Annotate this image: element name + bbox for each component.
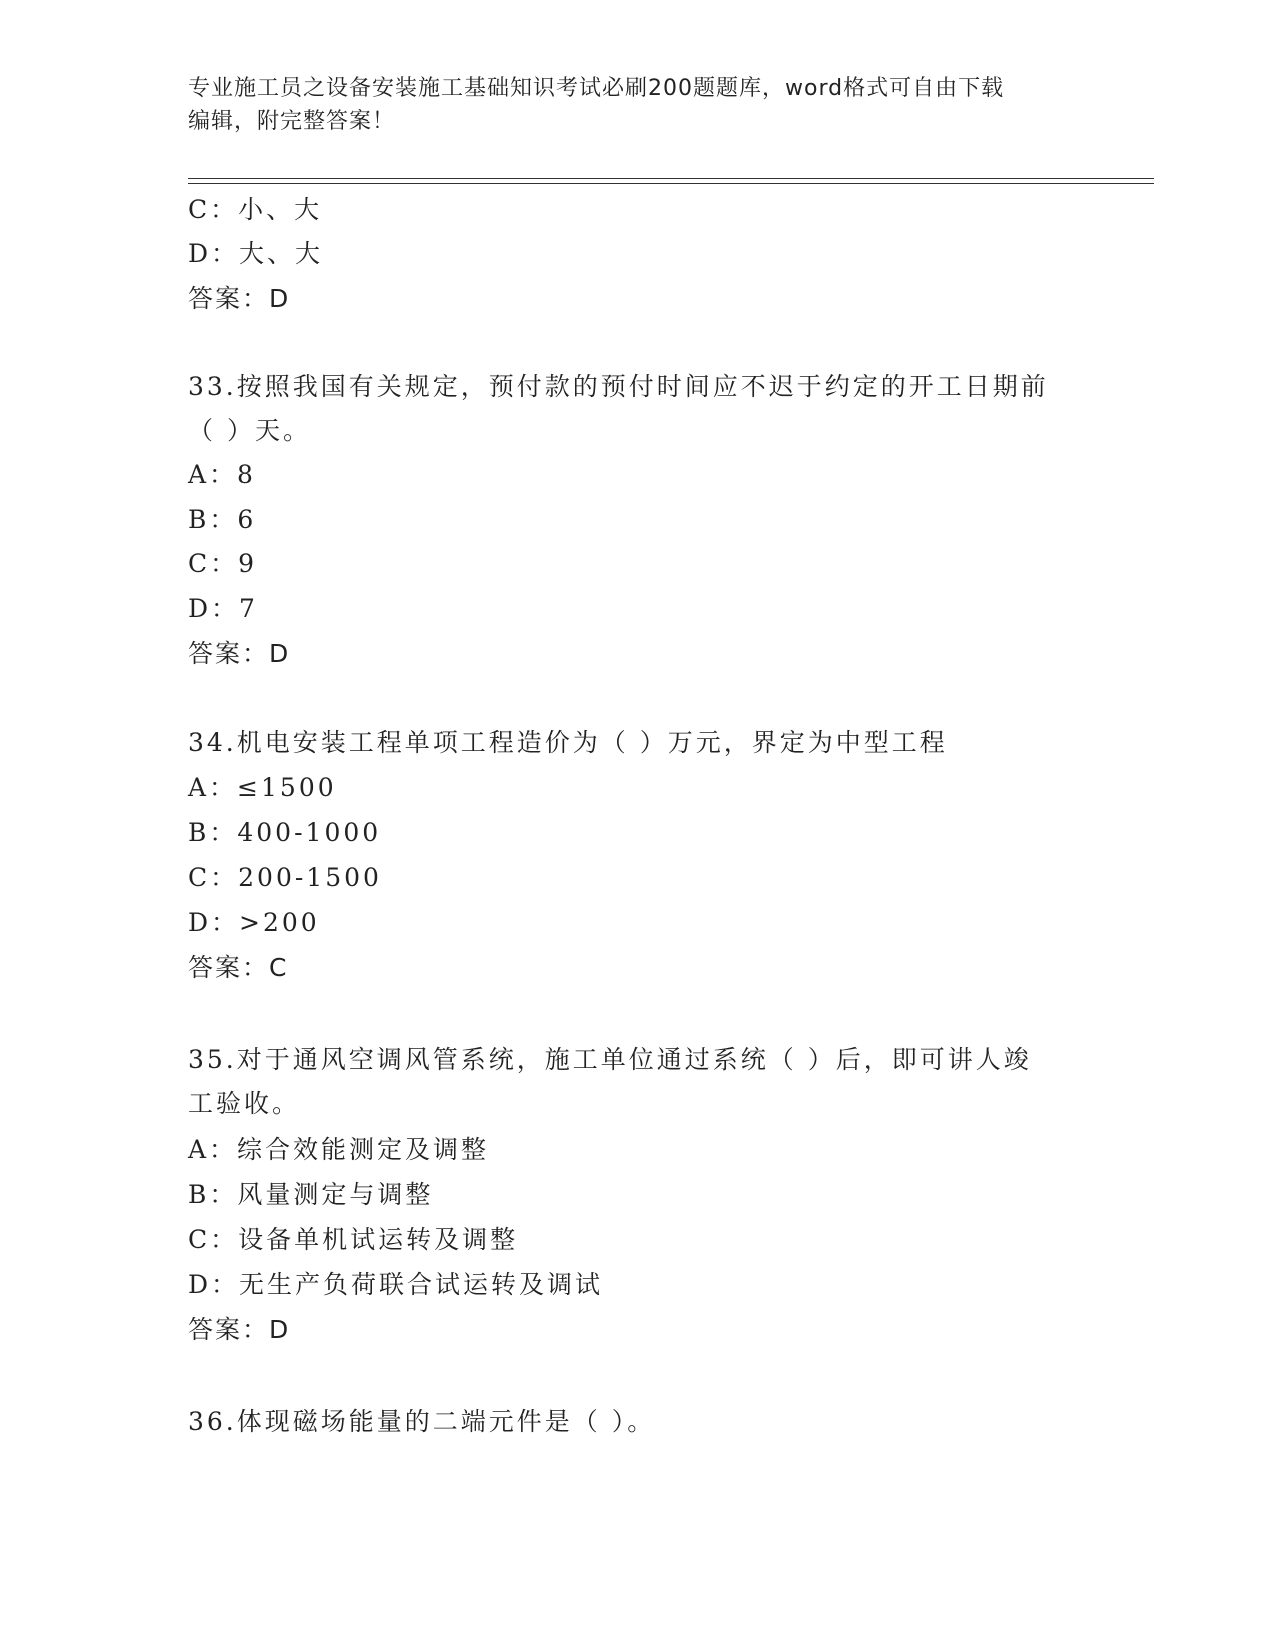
q34-answer: 答案：C: [188, 953, 289, 982]
q35-option-a: A：综合效能测定及调整: [188, 1135, 490, 1164]
header-title-line-1: 专业施工员之设备安装施工基础知识考试必刷200题题库，word格式可自由下载: [188, 76, 1005, 101]
q36-stem-line-1: 36.体现磁场能量的二端元件是（ ）。: [188, 1407, 656, 1436]
q33-option-b: B：6: [188, 505, 257, 534]
q35-option-d: D：无生产负荷联合试运转及调试: [188, 1270, 604, 1299]
header-title-line-2: 编辑，附完整答案！: [188, 109, 396, 134]
q33-option-a: A：8: [188, 460, 256, 489]
q32-option-c: C：小、大: [188, 195, 323, 224]
q33-option-c: C：9: [188, 549, 258, 578]
q33-answer: 答案：D: [188, 639, 291, 668]
header-divider-bottom: [188, 183, 1154, 184]
q33-stem-line-1: 33.按照我国有关规定，预付款的预付时间应不迟于约定的开工日期前: [188, 372, 1049, 401]
q35-stem-line-2: 工验收。: [188, 1089, 301, 1118]
q34-option-b: B：400-1000: [188, 818, 382, 847]
q34-stem-line-1: 34.机电安装工程单项工程造价为（ ）万元，界定为中型工程: [188, 728, 948, 757]
header-divider-top: [188, 178, 1154, 179]
q33-stem-line-2: （ ）天。: [188, 416, 311, 445]
q35-stem-line-1: 35.对于通风空调风管系统，施工单位通过系统（ ）后，即可讲人竣: [188, 1045, 1032, 1074]
q34-option-c: C：200-1500: [188, 863, 382, 892]
q34-option-d: D：>200: [188, 908, 320, 937]
q33-option-d: D：7: [188, 594, 258, 623]
q35-option-b: B：风量测定与调整: [188, 1180, 434, 1209]
q34-option-a: A：≤1500: [188, 773, 337, 802]
q32-answer: 答案：D: [188, 284, 291, 313]
q35-option-c: C：设备单机试运转及调整: [188, 1225, 519, 1254]
page-header: [188, 72, 1088, 138]
q35-answer: 答案：D: [188, 1315, 291, 1344]
q32-option-d: D：大、大: [188, 239, 324, 268]
